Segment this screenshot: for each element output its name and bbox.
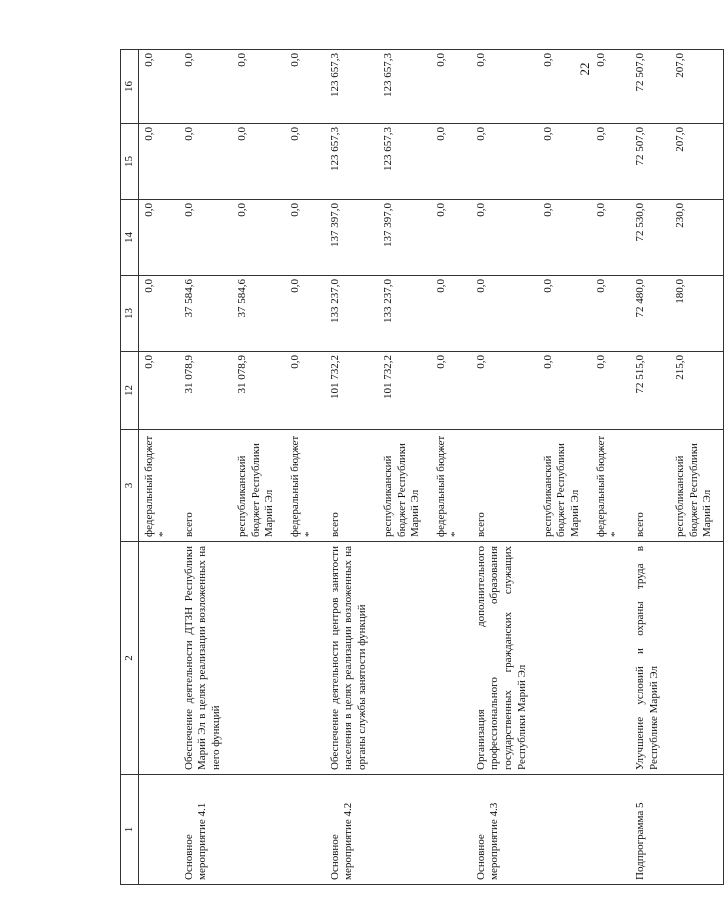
cell-16: 0,0	[232, 50, 285, 124]
cell-15: 0,0	[232, 124, 285, 200]
cell-16: 0,0	[139, 50, 179, 124]
cell-1	[431, 775, 471, 885]
table-row	[232, 50, 285, 885]
cell-13: 72 480,0	[630, 276, 670, 352]
table-row	[325, 50, 378, 885]
cell-15: 0,0	[139, 124, 179, 200]
col-header-15: 15	[121, 124, 139, 200]
cell-12: 31 078,9	[232, 352, 285, 430]
table-row	[670, 50, 724, 885]
cell-15: 0,0	[285, 124, 325, 200]
cell-3: республиканский бюджет Республики Марий Эл	[232, 430, 285, 542]
cell-13: 0,0	[139, 276, 179, 352]
cell-2: Обеспечение деятельности ДТЗН Республики Марий Эл в целях реализации возложенных на него функций	[179, 542, 232, 775]
cell-16: 123 657,3	[378, 50, 431, 124]
cell-16: 72 507,0	[630, 50, 670, 124]
table-row	[285, 50, 325, 885]
table-row	[538, 50, 591, 885]
cell-16: 0,0	[591, 50, 631, 124]
cell-1	[538, 775, 591, 885]
cell-16: 207,0	[670, 50, 724, 124]
col-header-1: 1	[121, 775, 139, 885]
header-row	[121, 50, 139, 885]
cell-14: 0,0	[232, 200, 285, 276]
table-row	[630, 50, 670, 885]
cell-14: 230,0	[670, 200, 724, 276]
cell-15: 207,0	[670, 124, 724, 200]
cell-3: всего	[179, 430, 232, 542]
cell-12: 101 732,2	[325, 352, 378, 430]
cell-14: 0,0	[431, 200, 471, 276]
col-header-2: 2	[121, 542, 139, 775]
cell-3: республиканский бюджет Республики Марий Эл	[378, 430, 431, 542]
table-row	[378, 50, 431, 885]
table-row	[179, 50, 232, 885]
cell-2: Организация дополнительного профессионального образования государственных гражданских служащих Республики Марий Эл	[471, 542, 538, 775]
cell-13: 0,0	[471, 276, 538, 352]
cell-13: 37 584,6	[179, 276, 232, 352]
cell-16: 0,0	[471, 50, 538, 124]
cell-2: Обеспечение деятельности центров занятости населения в целях реализации возложенных на органы службы занятости функций	[325, 542, 378, 775]
budget-table	[120, 49, 724, 885]
cell-2	[670, 542, 724, 775]
cell-14: 137 397,0	[378, 200, 431, 276]
cell-1: Подпрограмма 5	[630, 775, 670, 885]
cell-13: 0,0	[431, 276, 471, 352]
cell-14: 0,0	[139, 200, 179, 276]
cell-13: 0,0	[591, 276, 631, 352]
cell-13: 180,0	[670, 276, 724, 352]
cell-1	[232, 775, 285, 885]
col-header-16: 16	[121, 50, 139, 124]
cell-14: 0,0	[471, 200, 538, 276]
cell-1	[139, 775, 179, 885]
col-header-13: 13	[121, 276, 139, 352]
cell-12: 0,0	[139, 352, 179, 430]
cell-12: 0,0	[538, 352, 591, 430]
col-header-3: 3	[121, 430, 139, 542]
cell-2	[591, 542, 631, 775]
cell-16: 0,0	[285, 50, 325, 124]
cell-1: Основное мероприятие 4.2	[325, 775, 378, 885]
cell-12: 0,0	[285, 352, 325, 430]
cell-3: федеральный бюджет *	[431, 430, 471, 542]
budget-table-rotated	[120, 50, 714, 885]
cell-14: 0,0	[179, 200, 232, 276]
page-number: 22	[577, 62, 592, 76]
cell-3: республиканский бюджет Республики Марий Эл	[670, 430, 724, 542]
cell-14: 0,0	[591, 200, 631, 276]
cell-16: 0,0	[538, 50, 591, 124]
cell-13: 133 237,0	[378, 276, 431, 352]
cell-14: 0,0	[538, 200, 591, 276]
cell-2	[139, 542, 179, 775]
cell-3: всего	[630, 430, 670, 542]
cell-12: 0,0	[431, 352, 471, 430]
cell-13: 133 237,0	[325, 276, 378, 352]
table-row	[591, 50, 631, 885]
cell-14: 137 397,0	[325, 200, 378, 276]
table-row	[139, 50, 179, 885]
cell-1: Основное мероприятие 4.1	[179, 775, 232, 885]
cell-13: 37 584,6	[232, 276, 285, 352]
table-row	[431, 50, 471, 885]
cell-1	[591, 775, 631, 885]
cell-3: республиканский бюджет Республики Марий Эл	[538, 430, 591, 542]
cell-2	[378, 542, 431, 775]
cell-15: 123 657,3	[378, 124, 431, 200]
cell-3: федеральный бюджет *	[591, 430, 631, 542]
cell-15: 0,0	[471, 124, 538, 200]
cell-15: 0,0	[179, 124, 232, 200]
cell-14: 0,0	[285, 200, 325, 276]
col-header-12: 12	[121, 352, 139, 430]
cell-1	[670, 775, 724, 885]
cell-16: 0,0	[179, 50, 232, 124]
cell-3: федеральный бюджет *	[285, 430, 325, 542]
cell-15: 123 657,3	[325, 124, 378, 200]
cell-12: 72 515,0	[630, 352, 670, 430]
cell-2	[232, 542, 285, 775]
table-row	[471, 50, 538, 885]
cell-12: 215,0	[670, 352, 724, 430]
cell-15: 0,0	[538, 124, 591, 200]
cell-2	[538, 542, 591, 775]
cell-13: 0,0	[538, 276, 591, 352]
cell-16: 123 657,3	[325, 50, 378, 124]
cell-12: 101 732,2	[378, 352, 431, 430]
cell-3: федеральный бюджет *	[139, 430, 179, 542]
cell-16: 0,0	[431, 50, 471, 124]
cell-14: 72 530,0	[630, 200, 670, 276]
cell-1	[378, 775, 431, 885]
cell-2	[431, 542, 471, 775]
cell-12: 0,0	[591, 352, 631, 430]
cell-2: Улучшение условий и охраны труда в Республике Марий Эл	[630, 542, 670, 775]
cell-15: 0,0	[591, 124, 631, 200]
cell-2	[285, 542, 325, 775]
cell-3: всего	[325, 430, 378, 542]
col-header-14: 14	[121, 200, 139, 276]
cell-12: 0,0	[471, 352, 538, 430]
cell-1: Основное мероприятие 4.3	[471, 775, 538, 885]
cell-12: 31 078,9	[179, 352, 232, 430]
cell-13: 0,0	[285, 276, 325, 352]
cell-3: всего	[471, 430, 538, 542]
cell-15: 0,0	[431, 124, 471, 200]
cell-1	[285, 775, 325, 885]
cell-15: 72 507,0	[630, 124, 670, 200]
